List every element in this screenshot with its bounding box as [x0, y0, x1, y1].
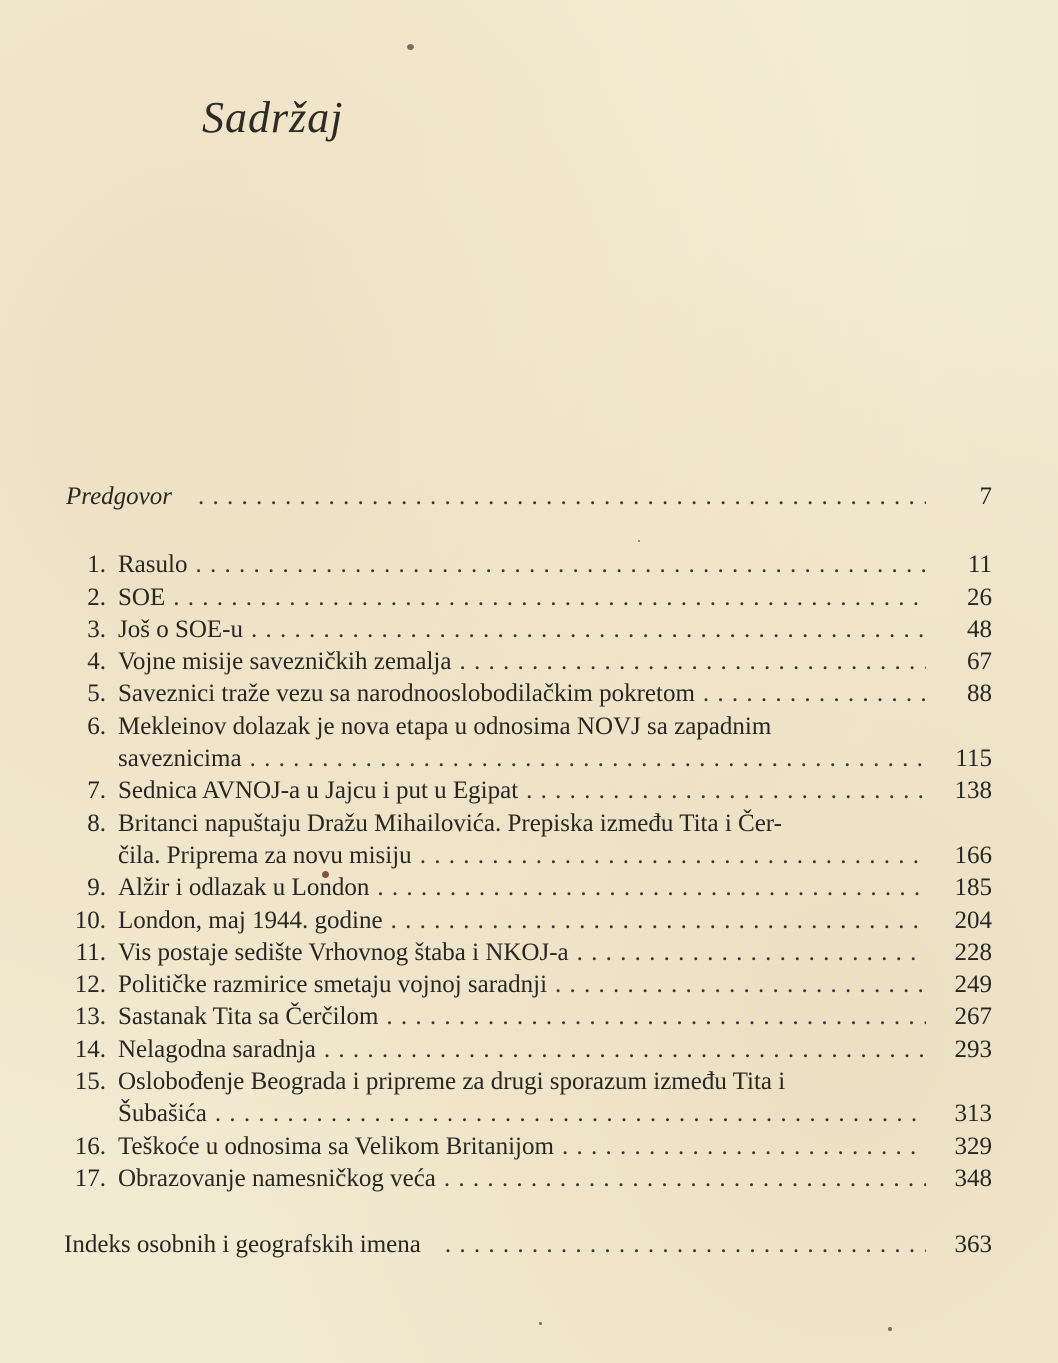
- toc-entry-label-continued: Šubašića: [118, 1100, 207, 1128]
- toc-entry-number: 4.: [87, 648, 106, 676]
- toc-entry-chapter: [62, 937, 992, 969]
- toc-entry-number: 1.: [87, 551, 106, 579]
- dot-leader: [444, 1163, 926, 1195]
- toc-entry-page: 329: [954, 1132, 992, 1160]
- page-title: Sadržaj: [202, 93, 344, 142]
- toc-entry-page: 7: [979, 483, 992, 510]
- toc-entry-page: 67: [967, 648, 992, 676]
- toc-entry-page: 166: [954, 841, 992, 869]
- toc-entry-chapter: [62, 1034, 992, 1066]
- toc-entry-page: 267: [954, 1003, 992, 1031]
- dot-leader: [459, 646, 926, 678]
- paper-speck: [539, 1322, 542, 1325]
- toc-entry-label-continued: saveznicima: [118, 745, 242, 773]
- chapter-list: [62, 549, 992, 1195]
- toc-entry-label: Teškoće u odnosima sa Velikom Britanijom: [118, 1132, 554, 1160]
- toc-entry-page: 228: [954, 938, 992, 966]
- toc-entry-label: Političke razmirice smetaju vojnoj saradnji: [118, 971, 548, 999]
- toc-entry-page: 26: [967, 583, 992, 611]
- toc-entry-label: Sastanak Tita sa Čerčilom: [118, 1003, 379, 1031]
- toc-entry-label: Sednica AVNOJ-a u Jajcu i put u Egipat: [118, 777, 519, 805]
- toc-entry-label: Indeks osobnih i geografskih imena: [64, 1231, 421, 1259]
- toc-entry-page: 48: [967, 615, 992, 643]
- toc-entry-chapter: [62, 969, 992, 1001]
- toc-entry-label: Vis postaje sedište Vrhovnog štaba i NKOJ-a: [118, 938, 569, 966]
- dot-leader: [445, 1229, 926, 1261]
- toc-entry-chapter: [62, 872, 992, 904]
- toc-entry-label: Predgovor: [66, 483, 172, 510]
- toc-entry-chapter: [62, 711, 992, 743]
- toc-entry-chapter: [62, 646, 992, 678]
- toc-entry-number: 10.: [74, 906, 106, 934]
- toc-entry-number: 15.: [74, 1068, 106, 1096]
- toc-entry-page: 88: [967, 680, 992, 708]
- toc-entry-index: [62, 1229, 992, 1261]
- dot-leader: [526, 775, 926, 807]
- toc-entry-number: 7.: [87, 777, 106, 805]
- dot-leader: [391, 905, 926, 937]
- toc-entry-label: Još o SOE-u: [118, 615, 244, 643]
- toc-entry-preface: [62, 481, 992, 513]
- dot-leader: [420, 840, 926, 872]
- toc-entry-number: 11.: [75, 938, 106, 966]
- toc-entry-page: 313: [954, 1100, 992, 1128]
- toc-entry-number: 12.: [74, 971, 106, 999]
- paper-speck: [888, 1327, 892, 1331]
- toc-entry-page: 363: [954, 1231, 992, 1259]
- dot-leader: [215, 1098, 926, 1130]
- toc-entry-page: 115: [955, 745, 992, 773]
- toc-entry-number: 6.: [87, 712, 106, 740]
- toc-entry-label: Rasulo: [118, 551, 188, 579]
- toc-entry-number: 2.: [87, 583, 106, 611]
- dot-leader: [386, 1001, 926, 1033]
- dot-leader: [562, 1131, 926, 1163]
- toc-entry-label: Alžir i odlazak u London: [118, 874, 370, 902]
- toc-entry-chapter: [62, 678, 992, 710]
- toc-entry-label-continued: čila. Priprema za novu misiju: [118, 841, 412, 869]
- toc-entry-chapter-continued: [62, 840, 992, 872]
- toc-entry-page: 293: [954, 1035, 992, 1063]
- dot-leader: [377, 872, 926, 904]
- toc-entry-number: 14.: [74, 1035, 106, 1063]
- dot-leader: [577, 937, 926, 969]
- toc-entry-chapter: [62, 1131, 992, 1163]
- toc-entry-label: Nelagodna saradnja: [118, 1035, 316, 1063]
- dot-leader: [250, 743, 926, 775]
- toc-entry-chapter: [62, 905, 992, 937]
- toc-entry-label: Obrazovanje namesničkog veća: [118, 1164, 436, 1192]
- toc-entry-page: 204: [954, 906, 992, 934]
- toc-entry-chapter: [62, 549, 992, 581]
- dot-leader: [251, 614, 926, 646]
- toc-entry-label: Oslobođenje Beograda i pripreme za drugi sporazum između Tita i: [118, 1068, 786, 1096]
- toc-entry-number: 5.: [87, 680, 106, 708]
- toc-entry-number: 9.: [87, 874, 106, 902]
- toc-entry-number: 13.: [74, 1003, 106, 1031]
- toc-entry-number: 17.: [74, 1164, 106, 1192]
- toc-entry-label: London, maj 1944. godine: [118, 906, 383, 934]
- toc-entry-number: 16.: [74, 1132, 106, 1160]
- toc-entry-label: Mekleinov dolazak je nova etapa u odnosima NOVJ sa zapadnim: [118, 712, 772, 740]
- toc-entry-page: 138: [954, 777, 992, 805]
- dot-leader: [198, 481, 926, 513]
- dot-leader: [324, 1034, 926, 1066]
- toc-entry-page: 348: [954, 1164, 992, 1192]
- toc-entry-label: Vojne misije savezničkih zemalja: [118, 648, 452, 676]
- dot-leader: [173, 582, 926, 614]
- toc-entry-chapter: [62, 614, 992, 646]
- toc-entry-page: 249: [954, 971, 992, 999]
- toc-entry-page: 185: [954, 874, 992, 902]
- toc-entry-number: 8.: [87, 809, 106, 837]
- dot-leader: [555, 969, 926, 1001]
- toc-entry-label: Saveznici traže vezu sa narodnooslobodilačkim pokretom: [118, 680, 695, 708]
- toc-entry-chapter: [62, 775, 992, 807]
- toc-entry-chapter: [62, 1066, 992, 1098]
- dot-leader: [703, 678, 926, 710]
- toc-entry-chapter-continued: [62, 1098, 992, 1130]
- dot-leader: [195, 549, 926, 581]
- paper-speck: [407, 44, 414, 50]
- toc-entry-page: 11: [967, 551, 992, 579]
- toc-entry-label: Britanci napuštaju Dražu Mihailovića. Prepiska između Tita i Čer-: [118, 809, 782, 837]
- toc-entry-chapter: [62, 808, 992, 840]
- toc-entry-chapter: [62, 1163, 992, 1195]
- toc-entry-chapter-continued: [62, 743, 992, 775]
- toc-entry-number: 3.: [87, 615, 106, 643]
- toc-entry-chapter: [62, 1001, 992, 1033]
- toc-entry-label: SOE: [118, 583, 166, 611]
- table-of-contents: [62, 481, 992, 1262]
- toc-entry-chapter: [62, 582, 992, 614]
